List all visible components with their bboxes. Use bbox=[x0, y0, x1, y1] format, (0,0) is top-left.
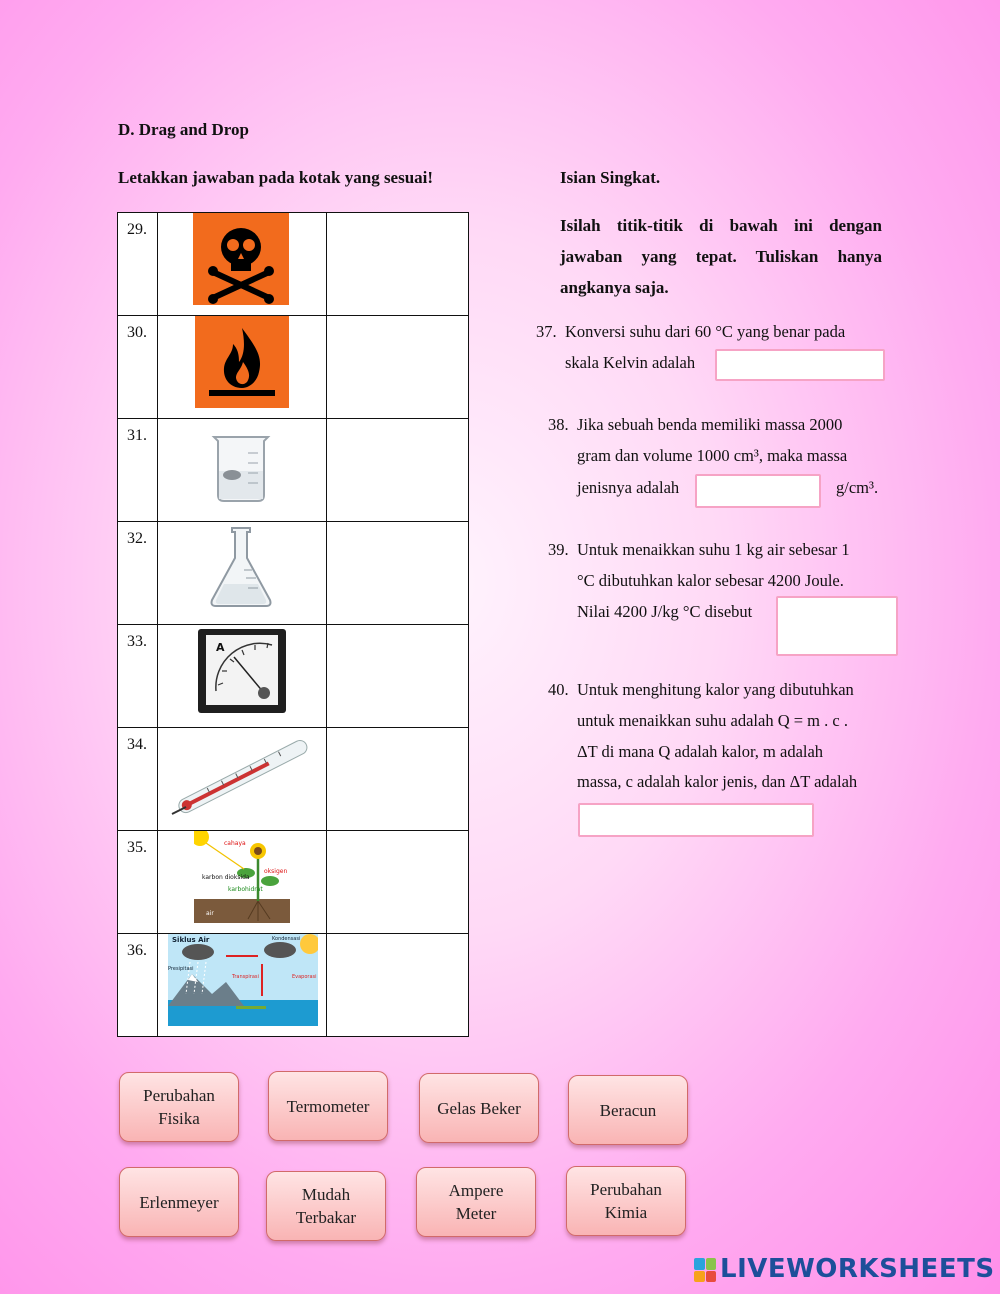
row-number: 31. bbox=[118, 419, 158, 522]
label-transpirasi: Transpirasi bbox=[232, 974, 259, 980]
q38-line3: jenisnya adalah bbox=[577, 478, 680, 497]
table-row bbox=[118, 728, 469, 831]
label-karbohidrat: karbohidrat bbox=[228, 886, 263, 893]
flammable-hazard-icon bbox=[195, 316, 289, 408]
drop-zone[interactable] bbox=[327, 831, 469, 934]
drag-chip-mudah-terbakar[interactable]: Mudah Terbakar bbox=[266, 1171, 386, 1241]
label-presipitasi: Presipitasi bbox=[168, 966, 194, 972]
q39-line3: Nilai 4200 J/kg °C disebut bbox=[577, 602, 753, 621]
drag-chip-termometer[interactable]: Termometer bbox=[268, 1071, 388, 1141]
short-answer-instruction: Isilah titik-titik di bawah ini dengan jawaban yang tepat. Tuliskan hanya angkanya saja. bbox=[560, 216, 882, 297]
drop-zone[interactable] bbox=[327, 316, 469, 419]
q38-number: 38. bbox=[548, 415, 569, 434]
drag-chip-ampere-meter[interactable]: Ampere Meter bbox=[416, 1167, 536, 1237]
q37-number: 37. bbox=[536, 322, 557, 341]
row-number: 36. bbox=[118, 934, 158, 1037]
table-row bbox=[118, 522, 469, 625]
row-number: 33. bbox=[118, 625, 158, 728]
drop-zone[interactable] bbox=[327, 522, 469, 625]
table-row bbox=[118, 625, 469, 728]
drag-drop-instruction: Letakkan jawaban pada kotak yang sesuai! bbox=[118, 168, 434, 187]
q38-answer-input[interactable] bbox=[695, 474, 821, 508]
drop-zone[interactable] bbox=[327, 419, 469, 522]
image-cell bbox=[158, 831, 327, 934]
q39-line2: °C dibutuhkan kalor sebesar 4200 Joule. bbox=[577, 571, 844, 590]
image-cell bbox=[158, 213, 327, 316]
label-evaporasi: Evaporasi bbox=[292, 974, 317, 980]
drag-chip-perubahan-fisika[interactable]: Perubahan Fisika bbox=[119, 1072, 239, 1142]
q39-number: 39. bbox=[548, 540, 569, 559]
photosynthesis-image bbox=[194, 831, 290, 923]
row-number: 34. bbox=[118, 728, 158, 831]
label-karbon: karbon dioksida bbox=[202, 874, 250, 881]
drop-zone[interactable] bbox=[327, 728, 469, 831]
q39-line1: Untuk menaikkan suhu 1 kg air sebesar 1 bbox=[577, 540, 850, 559]
thermometer-icon bbox=[166, 730, 318, 824]
q37-answer-input[interactable] bbox=[715, 349, 885, 381]
drag-chip-perubahan-kimia[interactable]: Perubahan Kimia bbox=[566, 1166, 686, 1236]
image-cell bbox=[158, 522, 327, 625]
row-number: 32. bbox=[118, 522, 158, 625]
drag-chip-beracun[interactable]: Beracun bbox=[568, 1075, 688, 1145]
q40-answer-input[interactable] bbox=[578, 803, 814, 837]
table-row bbox=[118, 419, 469, 522]
image-cell bbox=[158, 419, 327, 522]
ammeter-icon bbox=[192, 625, 292, 717]
toxic-hazard-icon bbox=[193, 213, 289, 305]
drop-zone[interactable] bbox=[327, 625, 469, 728]
brand-wordmark: LIVEWORKSHEETS bbox=[720, 1254, 995, 1284]
drag-chip-erlenmeyer[interactable]: Erlenmeyer bbox=[119, 1167, 239, 1237]
q38-line2: gram dan volume 1000 cm³, maka massa bbox=[577, 446, 848, 465]
q40-line2: untuk menaikkan suhu adalah Q = m . c . bbox=[577, 711, 848, 730]
q40-line3: ΔT di mana Q adalah kalor, m adalah bbox=[577, 742, 824, 761]
svg-text:A: A bbox=[216, 641, 225, 654]
q40-number: 40. bbox=[548, 680, 569, 699]
water-cycle-image bbox=[168, 934, 318, 1026]
label-oksigen: oksigen bbox=[264, 868, 288, 875]
q40-line1: Untuk menghitung kalor yang dibutuhkan bbox=[577, 680, 854, 699]
section-title: D. Drag and Drop bbox=[118, 120, 249, 139]
q39-answer-input[interactable] bbox=[776, 596, 898, 656]
label-siklus-air: Siklus Air bbox=[172, 936, 210, 944]
table-row bbox=[118, 316, 469, 419]
drop-zone[interactable] bbox=[327, 213, 469, 316]
row-number: 30. bbox=[118, 316, 158, 419]
q38-line1: Jika sebuah benda memiliki massa 2000 bbox=[577, 415, 843, 434]
label-kondensasi: Kondensasi bbox=[272, 936, 301, 942]
image-cell bbox=[158, 625, 327, 728]
row-number: 35. bbox=[118, 831, 158, 934]
table-row bbox=[118, 934, 469, 1037]
q37-line1: Konversi suhu dari 60 °C yang benar pada bbox=[565, 322, 846, 341]
image-cell bbox=[158, 728, 327, 831]
table-row bbox=[118, 213, 469, 316]
label-air: air bbox=[206, 910, 214, 917]
row-number: 29. bbox=[118, 213, 158, 316]
image-cell bbox=[158, 316, 327, 419]
short-answer-title: Isian Singkat. bbox=[560, 168, 661, 187]
erlenmeyer-flask-icon bbox=[186, 522, 296, 614]
label-cahaya: cahaya bbox=[224, 840, 246, 847]
table-row bbox=[118, 831, 469, 934]
liveworksheets-logo-icon bbox=[694, 1258, 716, 1282]
q37-line2: skala Kelvin adalah bbox=[565, 353, 696, 372]
q38-unit: g/cm³. bbox=[836, 478, 879, 497]
image-cell bbox=[158, 934, 327, 1037]
q40-line4: massa, c adalah kalor jenis, dan ΔT adalah bbox=[577, 772, 858, 791]
beaker-icon bbox=[186, 419, 296, 513]
matching-table bbox=[117, 212, 469, 1037]
drop-zone[interactable] bbox=[327, 934, 469, 1037]
drag-chip-gelas-beker[interactable]: Gelas Beker bbox=[419, 1073, 539, 1143]
